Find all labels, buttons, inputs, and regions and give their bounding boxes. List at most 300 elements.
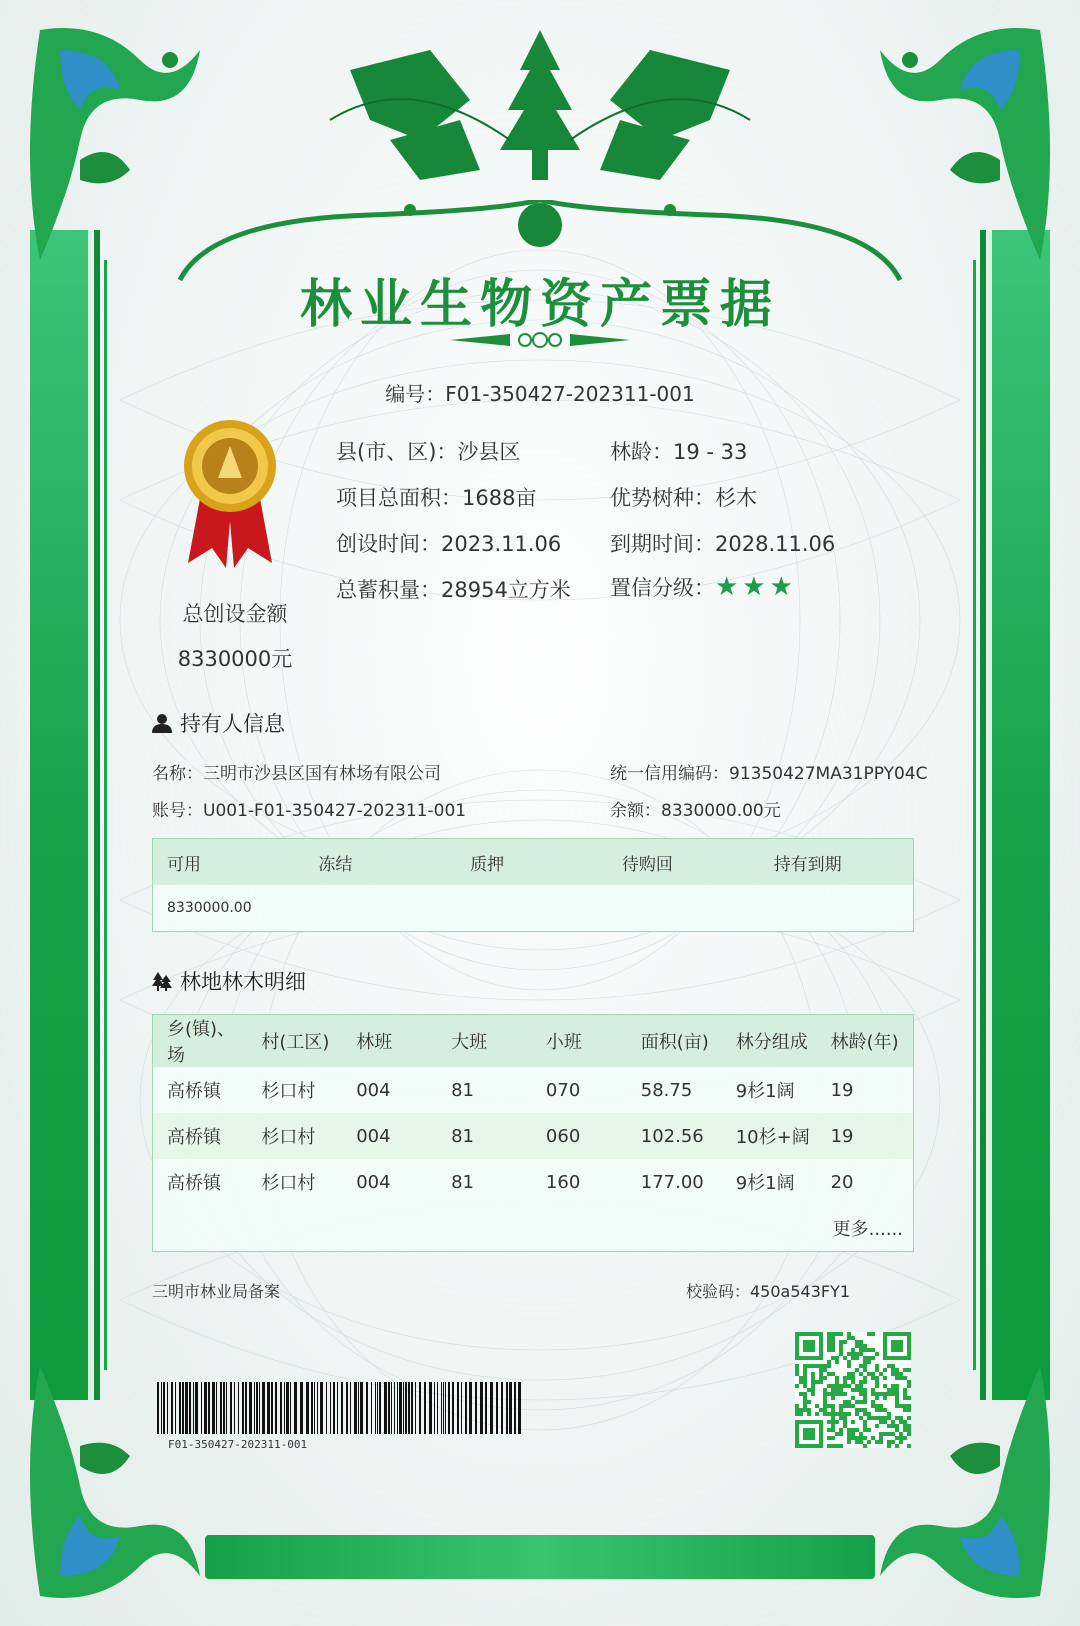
qr-module <box>799 1376 803 1380</box>
qr-module <box>843 1412 847 1416</box>
qr-module <box>851 1348 855 1352</box>
qr-module <box>839 1408 843 1412</box>
holding-col-held-to-maturity: 持有到期 <box>760 839 914 886</box>
barcode-bar <box>333 1382 335 1434</box>
qr-module <box>827 1384 831 1388</box>
barcode-bar <box>434 1382 435 1434</box>
barcode-bar <box>242 1382 244 1434</box>
qr-module <box>851 1396 855 1400</box>
qr-module <box>887 1412 891 1416</box>
qr-module <box>823 1388 827 1392</box>
qr-module <box>863 1400 867 1404</box>
land-section-header <box>152 966 306 996</box>
land-col-forest-class: 林班 <box>342 1015 437 1068</box>
qr-module <box>803 1372 807 1376</box>
qr-module <box>891 1388 895 1392</box>
holder-section-header <box>152 708 285 738</box>
qr-module <box>871 1376 875 1380</box>
qr-module <box>859 1380 863 1384</box>
qr-module <box>907 1432 911 1436</box>
qr-module <box>883 1420 887 1424</box>
qr-module <box>831 1412 835 1416</box>
qr-module <box>875 1376 879 1380</box>
qr-module <box>907 1384 911 1388</box>
qr-module <box>819 1372 823 1376</box>
barcode-bar <box>157 1382 159 1434</box>
table-cell: 杉口村 <box>247 1113 342 1159</box>
qr-module <box>891 1384 895 1388</box>
barcode-bar <box>443 1382 444 1434</box>
qr-module <box>855 1384 859 1388</box>
table-cell: 9杉1阔 <box>722 1159 817 1205</box>
bottom-frame-bar <box>205 1535 875 1579</box>
qr-module <box>831 1392 835 1396</box>
qr-module <box>823 1412 827 1416</box>
barcode-bar <box>189 1382 191 1434</box>
qr-module <box>819 1380 823 1384</box>
barcode-bar <box>317 1382 318 1434</box>
qr-module <box>835 1420 839 1424</box>
barcode-bar <box>496 1382 498 1434</box>
barcode-bar <box>445 1382 446 1434</box>
barcode-bar <box>238 1382 239 1434</box>
qr-module <box>803 1368 807 1372</box>
barcode-bar <box>391 1382 392 1434</box>
qr-module <box>895 1404 899 1408</box>
barcode-bar <box>377 1382 378 1434</box>
qr-module <box>823 1368 827 1372</box>
qr-module <box>859 1364 863 1368</box>
info-area-value: 1688亩 <box>462 486 537 510</box>
qr-module <box>847 1400 851 1404</box>
qr-module <box>899 1432 903 1436</box>
qr-module <box>823 1364 827 1368</box>
holding-table <box>152 838 914 932</box>
qr-module <box>899 1440 903 1444</box>
qr-module <box>895 1424 899 1428</box>
qr-module <box>867 1360 871 1364</box>
qr-module <box>887 1444 891 1448</box>
qr-module <box>847 1372 851 1376</box>
trees-icon <box>152 971 172 991</box>
qr-module <box>819 1408 823 1412</box>
qr-module <box>851 1420 855 1424</box>
registry-note: 三明市林业局备案 <box>152 1282 281 1301</box>
qr-module <box>811 1392 815 1396</box>
qr-module <box>895 1396 899 1400</box>
qr-module <box>903 1428 907 1432</box>
qr-module <box>843 1392 847 1396</box>
qr-module <box>843 1340 847 1344</box>
qr-module <box>863 1380 867 1384</box>
qr-module <box>795 1384 799 1388</box>
barcode-bar <box>405 1382 407 1434</box>
total-amount-value: 8330000元 <box>177 647 293 671</box>
qr-module <box>839 1344 843 1348</box>
qr-module <box>831 1388 835 1392</box>
qr-module <box>827 1348 831 1352</box>
qr-module <box>863 1360 867 1364</box>
qr-module <box>887 1424 891 1428</box>
land-col-village: 村(工区) <box>247 1015 342 1068</box>
qr-module <box>851 1404 855 1408</box>
qr-module <box>823 1404 827 1408</box>
barcode-bar <box>167 1382 168 1434</box>
qr-module <box>795 1368 799 1372</box>
barcode-bar <box>223 1382 225 1434</box>
serial-label: 编号： <box>385 382 446 406</box>
qr-module <box>807 1388 811 1392</box>
qr-module <box>907 1416 911 1420</box>
qr-module <box>807 1412 811 1416</box>
barcode-bar <box>461 1382 462 1434</box>
barcode-bar <box>371 1382 372 1434</box>
barcode-bar <box>330 1382 331 1434</box>
title-divider-ornament <box>450 328 630 352</box>
qr-module <box>895 1384 899 1388</box>
barcode-bar <box>411 1382 413 1434</box>
qr-module <box>831 1436 835 1440</box>
more-row <box>153 1205 914 1252</box>
barcode-bar <box>326 1382 327 1434</box>
info-rating <box>610 572 797 602</box>
certificate-title: 林业生物资产票据 <box>299 274 780 335</box>
qr-finder-center <box>803 1340 815 1352</box>
barcode-bar <box>280 1382 282 1434</box>
qr-module <box>847 1376 851 1380</box>
qr-module <box>895 1428 899 1432</box>
barcode-bar <box>408 1382 410 1434</box>
qr-module <box>811 1380 815 1384</box>
barcode-bar <box>249 1382 252 1434</box>
qr-module <box>855 1388 859 1392</box>
qr-module <box>871 1348 875 1352</box>
qr-module <box>839 1332 843 1336</box>
qr-module <box>835 1376 839 1380</box>
qr-module <box>891 1364 895 1368</box>
qr-module <box>871 1400 875 1404</box>
barcode-bar <box>509 1382 512 1434</box>
qr-module <box>835 1384 839 1388</box>
qr-module <box>823 1392 827 1396</box>
barcode-bar <box>379 1382 381 1434</box>
qr-module <box>835 1356 839 1360</box>
qr-module <box>811 1376 815 1380</box>
qr-module <box>895 1436 899 1440</box>
more-link[interactable]: 更多...... <box>153 1205 914 1252</box>
qr-module <box>895 1388 899 1392</box>
info-stand-age-value: 19 - 33 <box>673 440 748 464</box>
qr-module <box>879 1432 883 1436</box>
qr-module <box>895 1444 899 1448</box>
qr-module <box>863 1376 867 1380</box>
land-section-title: 林地林木明细 <box>180 970 306 994</box>
serial-value: F01-350427-202311-001 <box>445 382 695 406</box>
qr-module <box>875 1416 879 1420</box>
qr-module <box>859 1392 863 1396</box>
qr-module <box>799 1412 803 1416</box>
qr-module <box>831 1408 835 1412</box>
qr-module <box>815 1380 819 1384</box>
qr-module <box>835 1332 839 1336</box>
qr-module <box>831 1420 835 1424</box>
land-col-small-class: 小班 <box>532 1015 627 1068</box>
qr-module <box>855 1340 859 1344</box>
qr-module <box>879 1436 883 1440</box>
qr-module <box>839 1352 843 1356</box>
land-detail-table <box>152 1014 914 1252</box>
barcode-bar <box>286 1382 289 1434</box>
qr-module <box>843 1380 847 1384</box>
table-row <box>153 1113 914 1159</box>
qr-module <box>843 1420 847 1424</box>
qr-module <box>843 1356 847 1360</box>
qr-module <box>871 1404 875 1408</box>
qr-module <box>859 1400 863 1404</box>
table-cell <box>760 885 914 932</box>
barcode-bar <box>284 1382 285 1434</box>
qr-code-image[interactable] <box>795 1332 911 1448</box>
qr-module <box>863 1428 867 1432</box>
info-expires-label: 到期时间： <box>610 532 715 556</box>
holder-balance: 余额：8330000.00元 <box>610 801 781 821</box>
qr-module <box>827 1332 831 1336</box>
barcode-bar <box>193 1382 194 1434</box>
qr-module <box>851 1372 855 1376</box>
qr-module <box>875 1404 879 1408</box>
qr-module <box>903 1396 907 1400</box>
table-cell: 8330000.00 <box>153 885 305 932</box>
info-county <box>336 436 520 466</box>
holder-credit-code: 统一信用编码：91350427MA31PPY04C <box>610 764 928 784</box>
qr-module <box>811 1364 815 1368</box>
serial-number <box>0 378 1080 407</box>
qr-module <box>851 1352 855 1356</box>
qr-module <box>883 1396 887 1400</box>
qr-module <box>807 1408 811 1412</box>
holding-col-pledged: 质押 <box>456 839 608 886</box>
qr-module <box>827 1364 831 1368</box>
qr-module <box>879 1440 883 1444</box>
qr-module <box>903 1392 907 1396</box>
table-cell: 81 <box>437 1113 532 1159</box>
barcode-bar <box>358 1382 359 1434</box>
qr-module <box>847 1336 851 1340</box>
qr-module <box>887 1440 891 1444</box>
barcode-bar <box>399 1382 402 1434</box>
qr-module <box>899 1376 903 1380</box>
barcode-bar <box>346 1382 348 1434</box>
barcode-bar <box>212 1382 215 1434</box>
info-volume <box>336 574 571 604</box>
qr-module <box>879 1404 883 1408</box>
qr-module <box>811 1372 815 1376</box>
qr-module <box>875 1408 879 1412</box>
qr-module <box>883 1432 887 1436</box>
right-inner-line <box>973 260 976 1370</box>
check-code: 校验码：450a543FY1 <box>686 1282 851 1301</box>
qr-module <box>863 1408 867 1412</box>
qr-module <box>887 1432 891 1436</box>
person-icon <box>152 713 172 733</box>
qr-module <box>867 1416 871 1420</box>
qr-module <box>795 1408 799 1412</box>
qr-module <box>899 1416 903 1420</box>
qr-module <box>851 1356 855 1360</box>
info-volume-value: 28954立方米 <box>441 578 571 602</box>
table-cell: 杉口村 <box>247 1159 342 1205</box>
qr-module <box>859 1384 863 1388</box>
barcode-bar <box>403 1382 404 1434</box>
qr-module <box>803 1396 807 1400</box>
barcode-bar <box>300 1382 303 1434</box>
qr-module <box>875 1364 879 1368</box>
barcode-bar <box>514 1382 516 1434</box>
qr-module <box>847 1432 851 1436</box>
qr-module <box>859 1348 863 1352</box>
info-created-label: 创设时间： <box>336 532 441 556</box>
qr-module <box>883 1408 887 1412</box>
barcode-bar <box>341 1382 343 1434</box>
qr-module <box>839 1404 843 1408</box>
barcode-bar <box>311 1382 313 1434</box>
table-cell: 高桥镇 <box>153 1159 248 1205</box>
barcode-bar <box>350 1382 351 1434</box>
qr-module <box>887 1416 891 1420</box>
barcode-image <box>157 1382 527 1442</box>
qr-module <box>847 1440 851 1444</box>
table-cell: 高桥镇 <box>153 1067 248 1113</box>
qr-module <box>831 1384 835 1388</box>
qr-module <box>855 1400 859 1404</box>
barcode-bar <box>275 1382 277 1434</box>
qr-module <box>839 1384 843 1388</box>
qr-module <box>815 1412 819 1416</box>
qr-module <box>879 1372 883 1376</box>
qr-module <box>795 1404 799 1408</box>
holding-col-repurchase: 待购回 <box>608 839 760 886</box>
qr-module <box>803 1404 807 1408</box>
qr-module <box>851 1388 855 1392</box>
qr-module <box>803 1408 807 1412</box>
table-cell: 81 <box>437 1159 532 1205</box>
qr-module <box>819 1364 823 1368</box>
qr-module <box>815 1364 819 1368</box>
qr-module <box>843 1424 847 1428</box>
qr-module <box>903 1436 907 1440</box>
info-county-value: 沙县区 <box>457 440 521 464</box>
qr-module <box>903 1404 907 1408</box>
qr-module <box>847 1404 851 1408</box>
qr-module <box>863 1424 867 1428</box>
info-county-label: 县(市、区)： <box>336 440 458 464</box>
qr-module <box>863 1412 867 1416</box>
qr-module <box>831 1428 835 1432</box>
qr-module <box>827 1420 831 1424</box>
table-cell: 杉口村 <box>247 1067 342 1113</box>
qr-module <box>795 1364 799 1368</box>
qr-module <box>863 1420 867 1424</box>
qr-module <box>855 1344 859 1348</box>
barcode-bar <box>185 1382 188 1434</box>
qr-module <box>827 1344 831 1348</box>
info-stand-age-label: 林龄： <box>610 440 673 464</box>
qr-module <box>907 1424 911 1428</box>
barcode-bar <box>394 1382 395 1434</box>
qr-module <box>883 1376 887 1380</box>
qr-module <box>827 1392 831 1396</box>
qr-module <box>803 1384 807 1388</box>
barcode-bar <box>415 1382 416 1434</box>
qr-module <box>863 1396 867 1400</box>
qr-module <box>835 1432 839 1436</box>
qr-module <box>803 1380 807 1384</box>
holder-account: 账号：U001-F01-350427-202311-001 <box>152 801 467 821</box>
barcode-bar <box>216 1382 217 1434</box>
barcode-bar <box>457 1382 459 1434</box>
table-cell: 19 <box>817 1113 914 1159</box>
qr-module <box>839 1428 843 1432</box>
barcode-bar <box>388 1382 390 1434</box>
barcode-bar <box>320 1382 323 1434</box>
barcode-bar <box>475 1382 477 1434</box>
qr-module <box>883 1368 887 1372</box>
qr-module <box>827 1360 831 1364</box>
qr-module <box>875 1424 879 1428</box>
qr-module <box>895 1400 899 1404</box>
qr-module <box>903 1368 907 1372</box>
qr-module <box>855 1356 859 1360</box>
qr-module <box>835 1380 839 1384</box>
barcode-bar <box>490 1382 493 1434</box>
qr-module <box>827 1336 831 1340</box>
barcode-bar <box>518 1382 521 1434</box>
qr-module <box>835 1360 839 1364</box>
qr-module <box>891 1372 895 1376</box>
qr-module <box>867 1348 871 1352</box>
qr-module <box>831 1336 835 1340</box>
qr-module <box>851 1376 855 1380</box>
qr-module <box>851 1336 855 1340</box>
qr-module <box>887 1388 891 1392</box>
qr-module <box>907 1408 911 1412</box>
qr-module <box>851 1428 855 1432</box>
qr-module <box>807 1400 811 1404</box>
info-area-label: 项目总面积： <box>336 486 462 510</box>
qr-module <box>811 1384 815 1388</box>
table-cell: 20 <box>817 1159 914 1205</box>
qr-module <box>839 1348 843 1352</box>
holding-col-frozen: 冻结 <box>304 839 456 886</box>
barcode-bar <box>259 1382 260 1434</box>
qr-module <box>823 1408 827 1412</box>
qr-module <box>827 1404 831 1408</box>
info-species-label: 优势树种： <box>610 486 715 510</box>
qr-module <box>887 1392 891 1396</box>
qr-finder-center <box>891 1340 903 1352</box>
barcode-bar <box>226 1382 227 1434</box>
barcode-bar <box>441 1382 442 1434</box>
land-col-age: 林龄(年) <box>817 1015 914 1068</box>
qr-module <box>851 1436 855 1440</box>
qr-module <box>891 1392 895 1396</box>
table-cell: 004 <box>342 1113 437 1159</box>
table-cell <box>456 885 608 932</box>
qr-module <box>871 1392 875 1396</box>
info-created <box>336 528 561 558</box>
qr-module <box>903 1376 907 1380</box>
barcode-bar <box>424 1382 426 1434</box>
